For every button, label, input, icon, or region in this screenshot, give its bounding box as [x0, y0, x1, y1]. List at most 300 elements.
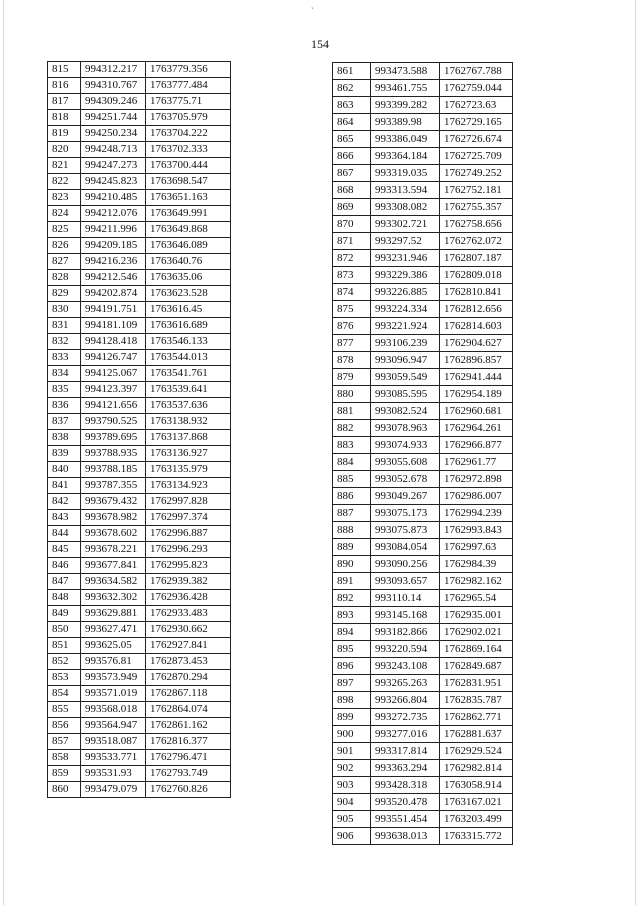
- point-number-cell: 895: [333, 641, 371, 658]
- table-row: [333, 301, 513, 318]
- table-row: [48, 574, 231, 590]
- coordinates-table-right: [332, 62, 513, 845]
- x-coordinate-cell: 993678.982: [81, 510, 146, 526]
- x-coordinate-cell: 994310.767: [81, 78, 146, 94]
- y-coordinate-cell: 1762984.39: [440, 556, 513, 573]
- y-coordinate-cell: 1763640.76: [146, 254, 231, 270]
- table-row: [48, 526, 231, 542]
- y-coordinate-cell: 1762869.164: [440, 641, 513, 658]
- x-coordinate-cell: 993629.881: [81, 606, 146, 622]
- x-coordinate-cell: 994121.656: [81, 398, 146, 414]
- y-coordinate-cell: 1762793.749: [146, 766, 231, 782]
- y-coordinate-cell: 1762749.252: [440, 165, 513, 182]
- table-row: [333, 199, 513, 216]
- y-coordinate-cell: 1762996.887: [146, 526, 231, 542]
- x-coordinate-cell: 993677.841: [81, 558, 146, 574]
- x-coordinate-cell: 993678.221: [81, 542, 146, 558]
- table-row: [333, 318, 513, 335]
- table-row: [333, 675, 513, 692]
- table-row: [333, 692, 513, 709]
- y-coordinate-cell: 1763138.932: [146, 414, 231, 430]
- point-number-cell: 861: [333, 63, 371, 80]
- point-number-cell: 881: [333, 403, 371, 420]
- y-coordinate-cell: 1763775.71: [146, 94, 231, 110]
- table-row: [333, 488, 513, 505]
- point-number-cell: 828: [48, 270, 81, 286]
- point-number-cell: 880: [333, 386, 371, 403]
- point-number-cell: 856: [48, 718, 81, 734]
- table-row: [48, 238, 231, 254]
- point-number-cell: 858: [48, 750, 81, 766]
- point-number-cell: 870: [333, 216, 371, 233]
- x-coordinate-cell: 993787.355: [81, 478, 146, 494]
- point-number-cell: 897: [333, 675, 371, 692]
- point-number-cell: 873: [333, 267, 371, 284]
- table-row: [333, 403, 513, 420]
- point-number-cell: 816: [48, 78, 81, 94]
- point-number-cell: 896: [333, 658, 371, 675]
- point-number-cell: 840: [48, 462, 81, 478]
- y-coordinate-cell: 1763315.772: [440, 828, 513, 845]
- x-coordinate-cell: 993297.52: [371, 233, 440, 250]
- x-coordinate-cell: 993638.013: [371, 828, 440, 845]
- table-row: [333, 811, 513, 828]
- coordinates-table-left: [47, 61, 231, 798]
- y-coordinate-cell: 1763135.979: [146, 462, 231, 478]
- y-coordinate-cell: 1762982.162: [440, 573, 513, 590]
- point-number-cell: 860: [48, 782, 81, 798]
- y-coordinate-cell: 1762759.044: [440, 80, 513, 97]
- y-coordinate-cell: 1762972.898: [440, 471, 513, 488]
- table-row: [48, 654, 231, 670]
- point-number-cell: 900: [333, 726, 371, 743]
- table-row: [48, 622, 231, 638]
- table-row: [48, 446, 231, 462]
- x-coordinate-cell: 994209.185: [81, 238, 146, 254]
- y-coordinate-cell: 1762861.162: [146, 718, 231, 734]
- y-coordinate-cell: 1763134.923: [146, 478, 231, 494]
- table-row: [333, 97, 513, 114]
- x-coordinate-cell: 993625.05: [81, 638, 146, 654]
- point-number-cell: 852: [48, 654, 81, 670]
- x-coordinate-cell: 993231.946: [371, 250, 440, 267]
- table-row: [333, 182, 513, 199]
- table-row: [333, 539, 513, 556]
- table-row: [333, 284, 513, 301]
- y-coordinate-cell: 1762939.382: [146, 574, 231, 590]
- table-row: [48, 766, 231, 782]
- table-row: [333, 267, 513, 284]
- y-coordinate-cell: 1762997.63: [440, 539, 513, 556]
- left-edge-line: [3, 0, 4, 905]
- table-row: [333, 794, 513, 811]
- y-coordinate-cell: 1762752.181: [440, 182, 513, 199]
- x-coordinate-cell: 994312.217: [81, 62, 146, 78]
- point-number-cell: 862: [333, 80, 371, 97]
- table-row: [48, 702, 231, 718]
- x-coordinate-cell: 993319.035: [371, 165, 440, 182]
- x-coordinate-cell: 994250.234: [81, 126, 146, 142]
- point-number-cell: 819: [48, 126, 81, 142]
- table-row: [333, 250, 513, 267]
- table-row: [333, 471, 513, 488]
- x-coordinate-cell: 993090.256: [371, 556, 440, 573]
- table-row: [333, 641, 513, 658]
- point-number-cell: 846: [48, 558, 81, 574]
- y-coordinate-cell: 1762873.453: [146, 654, 231, 670]
- x-coordinate-cell: 993224.334: [371, 301, 440, 318]
- y-coordinate-cell: 1763698.547: [146, 174, 231, 190]
- table-row: [333, 216, 513, 233]
- table-row: [48, 254, 231, 270]
- x-coordinate-cell: 994202.874: [81, 286, 146, 302]
- x-coordinate-cell: 994309.246: [81, 94, 146, 110]
- x-coordinate-cell: 993363.294: [371, 760, 440, 777]
- x-coordinate-cell: 993576.81: [81, 654, 146, 670]
- x-coordinate-cell: 993049.267: [371, 488, 440, 505]
- x-coordinate-cell: 994126.747: [81, 350, 146, 366]
- table-row: [333, 335, 513, 352]
- stray-mark: `: [311, 6, 314, 16]
- y-coordinate-cell: 1763777.484: [146, 78, 231, 94]
- y-coordinate-cell: 1762993.843: [440, 522, 513, 539]
- y-coordinate-cell: 1762964.261: [440, 420, 513, 437]
- table-row: [48, 110, 231, 126]
- x-coordinate-cell: 994123.397: [81, 382, 146, 398]
- table-row: [48, 606, 231, 622]
- y-coordinate-cell: 1762810.841: [440, 284, 513, 301]
- x-coordinate-cell: 993308.082: [371, 199, 440, 216]
- x-coordinate-cell: 993075.173: [371, 505, 440, 522]
- point-number-cell: 829: [48, 286, 81, 302]
- point-number-cell: 853: [48, 670, 81, 686]
- y-coordinate-cell: 1762760.826: [146, 782, 231, 798]
- y-coordinate-cell: 1762849.687: [440, 658, 513, 675]
- table-row: [48, 318, 231, 334]
- y-coordinate-cell: 1762927.841: [146, 638, 231, 654]
- point-number-cell: 877: [333, 335, 371, 352]
- table-row: [333, 709, 513, 726]
- point-number-cell: 901: [333, 743, 371, 760]
- x-coordinate-cell: 994210.485: [81, 190, 146, 206]
- table-row: [333, 233, 513, 250]
- x-coordinate-cell: 993518.087: [81, 734, 146, 750]
- point-number-cell: 836: [48, 398, 81, 414]
- table-row: [48, 382, 231, 398]
- y-coordinate-cell: 1762831.951: [440, 675, 513, 692]
- point-number-cell: 865: [333, 131, 371, 148]
- table-row: [48, 670, 231, 686]
- point-number-cell: 886: [333, 488, 371, 505]
- point-number-cell: 863: [333, 97, 371, 114]
- y-coordinate-cell: 1762929.524: [440, 743, 513, 760]
- y-coordinate-cell: 1763649.868: [146, 222, 231, 238]
- table-row: [333, 624, 513, 641]
- point-number-cell: 874: [333, 284, 371, 301]
- x-coordinate-cell: 993627.471: [81, 622, 146, 638]
- x-coordinate-cell: 994212.076: [81, 206, 146, 222]
- y-coordinate-cell: 1762904.627: [440, 335, 513, 352]
- point-number-cell: 878: [333, 352, 371, 369]
- point-number-cell: 832: [48, 334, 81, 350]
- y-coordinate-cell: 1763623.528: [146, 286, 231, 302]
- table-row: [333, 590, 513, 607]
- table-row: [48, 286, 231, 302]
- x-coordinate-cell: 993533.771: [81, 750, 146, 766]
- point-number-cell: 822: [48, 174, 81, 190]
- x-coordinate-cell: 993520.478: [371, 794, 440, 811]
- point-number-cell: 876: [333, 318, 371, 335]
- y-coordinate-cell: 1763700.444: [146, 158, 231, 174]
- point-number-cell: 845: [48, 542, 81, 558]
- y-coordinate-cell: 1763058.914: [440, 777, 513, 794]
- point-number-cell: 866: [333, 148, 371, 165]
- table-row: [48, 190, 231, 206]
- x-coordinate-cell: 993243.108: [371, 658, 440, 675]
- x-coordinate-cell: 993145.168: [371, 607, 440, 624]
- table-row: [333, 743, 513, 760]
- x-coordinate-cell: 993568.018: [81, 702, 146, 718]
- table-row: [333, 148, 513, 165]
- y-coordinate-cell: 1762767.788: [440, 63, 513, 80]
- table-row: [48, 398, 231, 414]
- x-coordinate-cell: 993220.594: [371, 641, 440, 658]
- table-row: [333, 165, 513, 182]
- y-coordinate-cell: 1763705.979: [146, 110, 231, 126]
- y-coordinate-cell: 1762995.823: [146, 558, 231, 574]
- table-row: [48, 430, 231, 446]
- x-coordinate-cell: 993531.93: [81, 766, 146, 782]
- x-coordinate-cell: 993313.594: [371, 182, 440, 199]
- point-number-cell: 859: [48, 766, 81, 782]
- y-coordinate-cell: 1763649.991: [146, 206, 231, 222]
- point-number-cell: 904: [333, 794, 371, 811]
- table-row: [333, 369, 513, 386]
- table-row: [333, 386, 513, 403]
- y-coordinate-cell: 1763541.761: [146, 366, 231, 382]
- point-number-cell: 838: [48, 430, 81, 446]
- y-coordinate-cell: 1762996.293: [146, 542, 231, 558]
- point-number-cell: 864: [333, 114, 371, 131]
- point-number-cell: 888: [333, 522, 371, 539]
- point-number-cell: 825: [48, 222, 81, 238]
- table-row: [333, 760, 513, 777]
- table-row: [48, 302, 231, 318]
- table-row: [333, 726, 513, 743]
- y-coordinate-cell: 1762960.681: [440, 403, 513, 420]
- y-coordinate-cell: 1762902.021: [440, 624, 513, 641]
- right-edge-line: [635, 0, 636, 905]
- point-number-cell: 847: [48, 574, 81, 590]
- table-row: [48, 478, 231, 494]
- y-coordinate-cell: 1762881.637: [440, 726, 513, 743]
- y-coordinate-cell: 1762896.857: [440, 352, 513, 369]
- x-coordinate-cell: 993082.524: [371, 403, 440, 420]
- y-coordinate-cell: 1762816.377: [146, 734, 231, 750]
- y-coordinate-cell: 1762864.074: [146, 702, 231, 718]
- x-coordinate-cell: 993074.933: [371, 437, 440, 454]
- y-coordinate-cell: 1763651.163: [146, 190, 231, 206]
- point-number-cell: 902: [333, 760, 371, 777]
- table-row: [333, 63, 513, 80]
- table-row: [48, 206, 231, 222]
- y-coordinate-cell: 1763137.868: [146, 430, 231, 446]
- table-row: [333, 420, 513, 437]
- point-number-cell: 851: [48, 638, 81, 654]
- point-number-cell: 815: [48, 62, 81, 78]
- y-coordinate-cell: 1762961.77: [440, 454, 513, 471]
- table-row: [48, 494, 231, 510]
- y-coordinate-cell: 1762965.54: [440, 590, 513, 607]
- y-coordinate-cell: 1763136.927: [146, 446, 231, 462]
- table-row: [48, 462, 231, 478]
- point-number-cell: 841: [48, 478, 81, 494]
- point-number-cell: 843: [48, 510, 81, 526]
- point-number-cell: 827: [48, 254, 81, 270]
- table-row: [333, 454, 513, 471]
- table-row: [333, 556, 513, 573]
- point-number-cell: 818: [48, 110, 81, 126]
- y-coordinate-cell: 1762966.877: [440, 437, 513, 454]
- y-coordinate-cell: 1762814.603: [440, 318, 513, 335]
- table-row: [333, 505, 513, 522]
- table-row: [48, 158, 231, 174]
- table-row: [48, 686, 231, 702]
- table-row: [48, 638, 231, 654]
- point-number-cell: 884: [333, 454, 371, 471]
- point-number-cell: 867: [333, 165, 371, 182]
- y-coordinate-cell: 1762726.674: [440, 131, 513, 148]
- x-coordinate-cell: 993571.019: [81, 686, 146, 702]
- point-number-cell: 892: [333, 590, 371, 607]
- y-coordinate-cell: 1762725.709: [440, 148, 513, 165]
- y-coordinate-cell: 1762812.656: [440, 301, 513, 318]
- table-row: [48, 334, 231, 350]
- x-coordinate-cell: 993399.282: [371, 97, 440, 114]
- x-coordinate-cell: 993084.054: [371, 539, 440, 556]
- y-coordinate-cell: 1762758.656: [440, 216, 513, 233]
- y-coordinate-cell: 1762807.187: [440, 250, 513, 267]
- x-coordinate-cell: 993110.14: [371, 590, 440, 607]
- table-row: [48, 350, 231, 366]
- point-number-cell: 906: [333, 828, 371, 845]
- y-coordinate-cell: 1762755.357: [440, 199, 513, 216]
- x-coordinate-cell: 993679.432: [81, 494, 146, 510]
- point-number-cell: 871: [333, 233, 371, 250]
- x-coordinate-cell: 993226.885: [371, 284, 440, 301]
- x-coordinate-cell: 993364.184: [371, 148, 440, 165]
- point-number-cell: 898: [333, 692, 371, 709]
- point-number-cell: 835: [48, 382, 81, 398]
- table-row: [48, 78, 231, 94]
- point-number-cell: 905: [333, 811, 371, 828]
- table-row: [48, 126, 231, 142]
- x-coordinate-cell: 994248.713: [81, 142, 146, 158]
- y-coordinate-cell: 1762935.001: [440, 607, 513, 624]
- y-coordinate-cell: 1762729.165: [440, 114, 513, 131]
- table-row: [333, 114, 513, 131]
- y-coordinate-cell: 1762862.771: [440, 709, 513, 726]
- x-coordinate-cell: 994128.418: [81, 334, 146, 350]
- x-coordinate-cell: 993428.318: [371, 777, 440, 794]
- y-coordinate-cell: 1762796.471: [146, 750, 231, 766]
- point-number-cell: 875: [333, 301, 371, 318]
- point-number-cell: 844: [48, 526, 81, 542]
- x-coordinate-cell: 993229.386: [371, 267, 440, 284]
- table-row: [48, 62, 231, 78]
- x-coordinate-cell: 993075.873: [371, 522, 440, 539]
- point-number-cell: 890: [333, 556, 371, 573]
- table-row: [48, 270, 231, 286]
- point-number-cell: 823: [48, 190, 81, 206]
- x-coordinate-cell: 993479.079: [81, 782, 146, 798]
- y-coordinate-cell: 1763779.356: [146, 62, 231, 78]
- point-number-cell: 857: [48, 734, 81, 750]
- point-number-cell: 882: [333, 420, 371, 437]
- table-row: [48, 590, 231, 606]
- x-coordinate-cell: 993055.608: [371, 454, 440, 471]
- x-coordinate-cell: 993317.814: [371, 743, 440, 760]
- point-number-cell: 879: [333, 369, 371, 386]
- y-coordinate-cell: 1762867.118: [146, 686, 231, 702]
- table-row: [333, 522, 513, 539]
- table-row: [48, 782, 231, 798]
- point-number-cell: 833: [48, 350, 81, 366]
- y-coordinate-cell: 1763616.689: [146, 318, 231, 334]
- table-row: [333, 607, 513, 624]
- x-coordinate-cell: 993564.947: [81, 718, 146, 734]
- point-number-cell: 820: [48, 142, 81, 158]
- point-number-cell: 894: [333, 624, 371, 641]
- table-row: [48, 142, 231, 158]
- x-coordinate-cell: 993678.602: [81, 526, 146, 542]
- y-coordinate-cell: 1763544.013: [146, 350, 231, 366]
- y-coordinate-cell: 1763537.636: [146, 398, 231, 414]
- table-row: [48, 750, 231, 766]
- table-row: [48, 366, 231, 382]
- x-coordinate-cell: 994245.823: [81, 174, 146, 190]
- y-coordinate-cell: 1763635.06: [146, 270, 231, 286]
- x-coordinate-cell: 993788.935: [81, 446, 146, 462]
- x-coordinate-cell: 994251.744: [81, 110, 146, 126]
- x-coordinate-cell: 993059.549: [371, 369, 440, 386]
- point-number-cell: 903: [333, 777, 371, 794]
- point-number-cell: 817: [48, 94, 81, 110]
- point-number-cell: 869: [333, 199, 371, 216]
- y-coordinate-cell: 1762982.814: [440, 760, 513, 777]
- point-number-cell: 899: [333, 709, 371, 726]
- table-row: [333, 437, 513, 454]
- x-coordinate-cell: 994125.067: [81, 366, 146, 382]
- point-number-cell: 821: [48, 158, 81, 174]
- y-coordinate-cell: 1763539.641: [146, 382, 231, 398]
- table-row: [48, 558, 231, 574]
- x-coordinate-cell: 993789.695: [81, 430, 146, 446]
- point-number-cell: 872: [333, 250, 371, 267]
- x-coordinate-cell: 993078.963: [371, 420, 440, 437]
- table-row: [48, 94, 231, 110]
- table-row: [333, 777, 513, 794]
- point-number-cell: 839: [48, 446, 81, 462]
- table-row: [48, 542, 231, 558]
- x-coordinate-cell: 993573.949: [81, 670, 146, 686]
- point-number-cell: 854: [48, 686, 81, 702]
- point-number-cell: 885: [333, 471, 371, 488]
- x-coordinate-cell: 994212.546: [81, 270, 146, 286]
- x-coordinate-cell: 993788.185: [81, 462, 146, 478]
- table-row: [48, 174, 231, 190]
- x-coordinate-cell: 993461.755: [371, 80, 440, 97]
